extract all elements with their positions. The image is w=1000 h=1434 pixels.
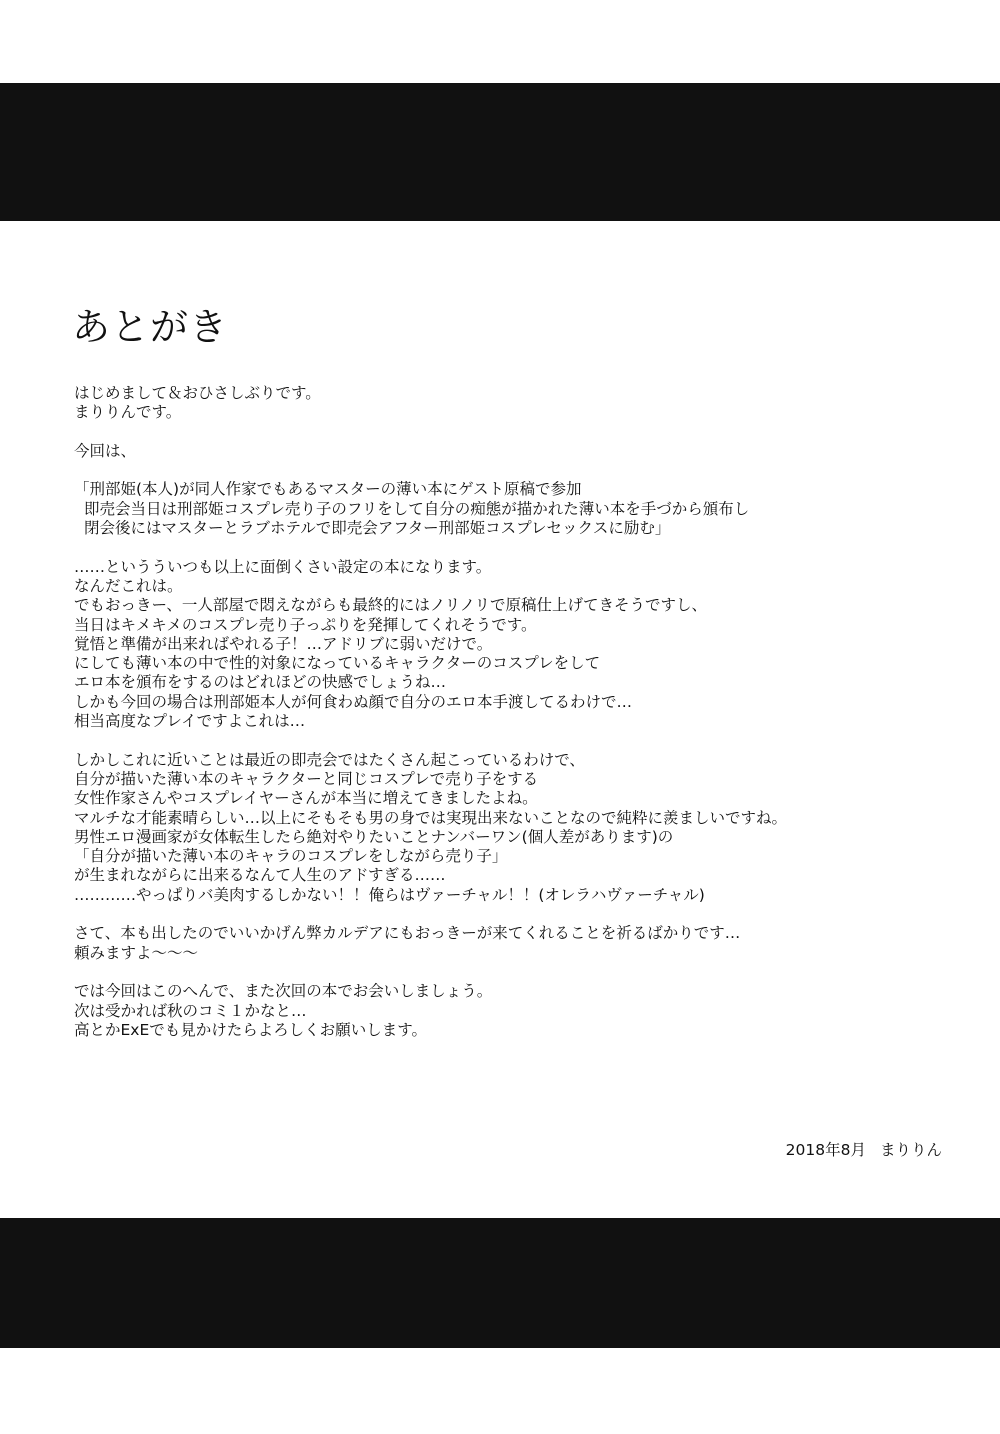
paragraph-2 [74, 751, 954, 905]
text-line: しかも今回の場合は刑部姫本人が何食わぬ顔で自分のエロ本手渡してるわけで… [74, 692, 633, 711]
text-line: 即売会当日は刑部姫コスプレ売り子のフリをして自分の痴態が描かれた薄い本を手づから頒布し [84, 499, 750, 518]
text-line: はじめまして＆おひさしぶりです。 [74, 384, 321, 402]
paragraph-spacer [74, 963, 954, 982]
page-title: あとがき [72, 305, 229, 349]
paragraph-spacer [74, 905, 954, 924]
text-line: マルチな才能素晴らしい…以上にそもそも男の身では実現出来ないことなので純粋に羨ましいですね。 [74, 808, 788, 827]
text-line: では今回はこのへんで、また次回の本でお会いしましょう。 [74, 982, 493, 1001]
paragraph-1 [74, 558, 954, 732]
signature-author: まりりん [879, 1141, 942, 1159]
text-line: でもおっきー、一人部屋で悶えながらも最終的にはノリノリで原稿仕上げてきそうですし、 [74, 596, 708, 615]
paragraph-spacer [74, 731, 954, 750]
greeting-paragraph [74, 384, 954, 423]
text-line: 頼みますよ〜〜〜 [74, 943, 199, 962]
afterword-body [74, 384, 954, 1040]
paragraph-spacer [74, 461, 954, 480]
signature-date: 2018年8月 [785, 1141, 866, 1159]
text-line: エロ本を頒布をするのはどれほどの快感でしょうね… [74, 673, 447, 692]
text-line: 女性作家さんやコスプレイヤーさんが本当に増えてきましたよね。 [74, 789, 538, 808]
text-line: 相当高度なプレイですよこれは… [74, 712, 306, 731]
text-line: さて、本も出したのでいいかげん弊カルデアにもおっきーが来てくれることを祈るばかりです… [74, 924, 741, 943]
premise-quote [74, 480, 954, 538]
text-line: なんだこれは。 [74, 576, 183, 595]
paragraph-spacer [74, 423, 954, 442]
text-line: が生まれながらに出来るなんて人生のアドすぎる…… [74, 866, 446, 885]
signature [786, 1140, 942, 1160]
text-line: …………やっぱりバ美肉するしかない！！俺らはヴァーチャル！！(オレラハヴァーチャル) [74, 885, 705, 904]
paragraph-4 [74, 982, 954, 1040]
intro-line: 今回は、 [74, 441, 137, 460]
paragraph-spacer [74, 538, 954, 557]
text-line: にしても薄い本の中で性的対象になっているキャラクターのコスプレをして [74, 654, 601, 673]
bottom-black-band [0, 1218, 1000, 1348]
text-line: 高とかExEでも見かけたらよろしくお願いします。 [74, 1020, 428, 1039]
text-line: 「刑部姫(本人)が同人作家でもあるマスターの薄い本にゲスト原稿で参加 [74, 480, 582, 499]
text-line: 男性エロ漫画家が女体転生したら絶対やりたいことナンバーワン(個人差があります)の [74, 827, 674, 846]
top-black-band [0, 83, 1000, 221]
text-line: しかしこれに近いことは最近の即売会ではたくさん起こっているわけで、 [74, 750, 585, 769]
text-line: ……というういつも以上に面倒くさい設定の本になります。 [74, 557, 492, 576]
text-line: 覚悟と準備が出来ればやれる子！…アドリブに弱いだけで。 [74, 634, 493, 653]
text-line: 「自分が描いた薄い本のキャラのコスプレをしながら売り子」 [74, 847, 508, 866]
paragraph-3 [74, 924, 954, 963]
text-line: 当日はキメキメのコスプレ売り子っぷりを発揮してくれそうです。 [74, 615, 537, 634]
text-line: 自分が描いた薄い本のキャラクターと同じコスプレで売り子をする [74, 769, 539, 788]
text-line: 次は受かれば秋のコミ１かなと… [74, 1001, 307, 1020]
text-line: 閉会後にはマスターとラブホテルで即売会アフター刑部姫コスプレセックスに励む」 [84, 519, 671, 538]
text-line: まりりんです。 [74, 403, 182, 422]
